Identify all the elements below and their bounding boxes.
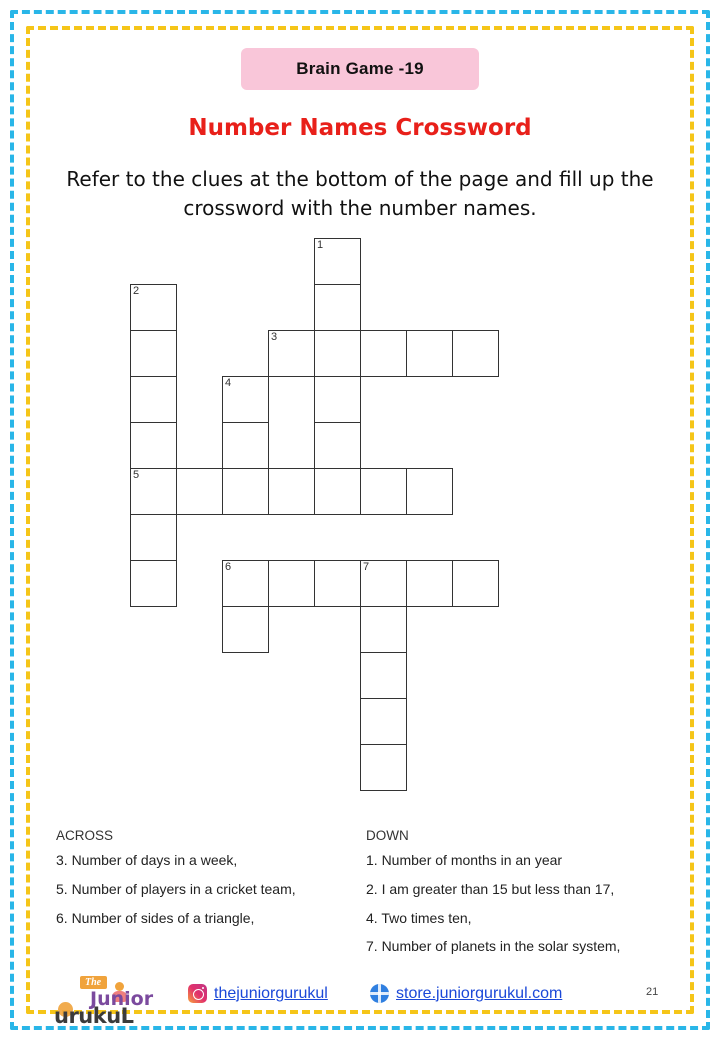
brain-game-badge: Brain Game -19 <box>241 48 479 90</box>
crossword-cell[interactable] <box>130 376 177 423</box>
crossword-cell[interactable] <box>130 284 177 331</box>
logo-gurukul-text: urukuL <box>54 1004 134 1028</box>
page-footer <box>0 968 720 1040</box>
down-clues <box>366 828 666 967</box>
crossword-cell[interactable] <box>314 468 361 515</box>
across-clues <box>56 828 366 938</box>
logo-the-text: The <box>80 976 107 989</box>
crossword-cell[interactable] <box>360 468 407 515</box>
crossword-grid[interactable] <box>130 238 550 818</box>
crossword-cell[interactable] <box>360 698 407 745</box>
logo-junior-text: Junior <box>90 988 154 1010</box>
down-clue-item: 2. I am greater than 15 but less than 17, <box>366 880 615 897</box>
instagram-link[interactable] <box>188 984 328 1003</box>
crossword-cell-number: 2 <box>133 285 140 297</box>
crossword-cell[interactable] <box>130 422 177 469</box>
crossword-cell[interactable] <box>222 468 269 515</box>
across-clue-item: 3. Number of days in a week, <box>56 852 238 868</box>
crossword-cell[interactable] <box>452 330 499 377</box>
crossword-cell[interactable] <box>314 330 361 377</box>
down-heading: DOWN <box>366 828 409 843</box>
instagram-icon <box>188 984 207 1003</box>
crossword-cell[interactable] <box>268 330 315 377</box>
crossword-cell-number: 5 <box>133 469 140 481</box>
crossword-cell[interactable] <box>314 238 361 285</box>
crossword-cell[interactable] <box>222 560 269 607</box>
crossword-cell[interactable] <box>222 422 269 469</box>
crossword-cell[interactable] <box>222 606 269 653</box>
instagram-handle-text: thejuniorgurukul <box>214 984 328 1002</box>
crossword-cell[interactable] <box>360 330 407 377</box>
across-heading: ACROSS <box>56 828 114 843</box>
crossword-cell[interactable] <box>314 376 361 423</box>
crossword-cell[interactable] <box>130 514 177 561</box>
across-clue-item: 6. Number of sides of a triangle, <box>56 909 255 926</box>
crossword-cell[interactable] <box>130 560 177 607</box>
globe-icon <box>370 984 389 1003</box>
down-clue-item: 1. Number of months in an year <box>366 852 563 868</box>
crossword-cell[interactable] <box>176 468 223 515</box>
page-title: Number Names Crossword <box>188 115 532 141</box>
website-link[interactable] <box>370 984 562 1003</box>
crossword-cell[interactable] <box>406 560 453 607</box>
crossword-cell[interactable] <box>268 560 315 607</box>
crossword-cell[interactable] <box>222 376 269 423</box>
page-number: 21 <box>646 986 659 998</box>
crossword-cell[interactable] <box>314 422 361 469</box>
crossword-cell[interactable] <box>268 468 315 515</box>
across-clue-item: 5. Number of players in a cricket team, <box>56 880 296 897</box>
crossword-cell[interactable] <box>130 330 177 377</box>
crossword-cell-number: 6 <box>225 561 232 573</box>
down-clue-item: 4. Two times ten, <box>366 909 472 926</box>
crossword-cell-number: 3 <box>271 331 278 343</box>
crossword-cell[interactable] <box>130 468 177 515</box>
crossword-cell-number: 7 <box>363 561 370 573</box>
crossword-cell[interactable] <box>406 468 453 515</box>
crossword-cell[interactable] <box>314 560 361 607</box>
clues-section <box>56 828 666 955</box>
crossword-cell[interactable] <box>360 606 407 653</box>
crossword-cell[interactable] <box>406 330 453 377</box>
crossword-cell[interactable] <box>360 652 407 699</box>
website-url-text: store.juniorgurukul.com <box>396 984 563 1002</box>
crossword-cell-number: 1 <box>317 239 324 251</box>
crossword-cell[interactable] <box>360 560 407 607</box>
crossword-cell[interactable] <box>360 744 407 791</box>
instructions-text: Refer to the clues at the bottom of the page and fill up the crossword with the number names. <box>66 167 654 220</box>
crossword-cell[interactable] <box>314 284 361 331</box>
junior-gurukul-logo <box>52 976 202 1028</box>
down-clue-item: 7. Number of planets in the solar system, <box>366 938 621 955</box>
crossword-cell-number: 4 <box>225 377 232 389</box>
crossword-cell[interactable] <box>452 560 499 607</box>
